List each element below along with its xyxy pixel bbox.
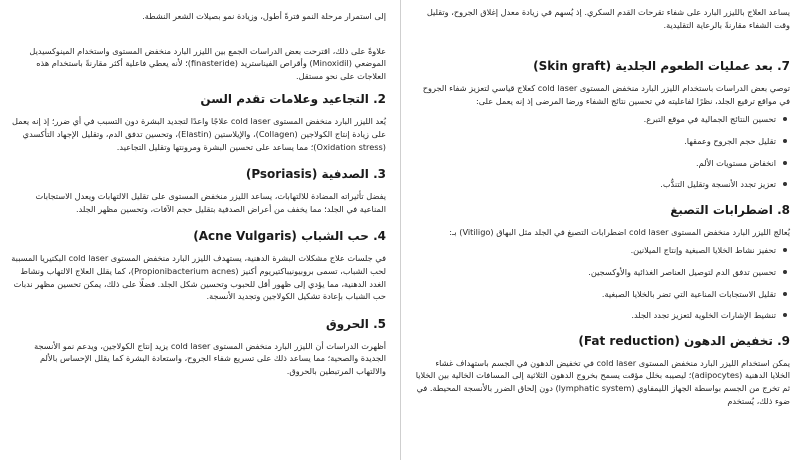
section-body: يمكن استخدام الليزر البارد منخفض المستوى cold laser في تخفيض الدهون في الجسم باستهداف غشاء الخلايا الدهنية (adipocytes)؛ ليصيبه بخلل مؤقت يسمح بخروج الدهون الثلاثية إلى المسافات الخالية بين الخلايا ثم تخرج من الجسم بواسطة الجهاز الليمفاوي (lymphatic system) دون إلحاق الضرر بالأنسجة المحيطة. في ضوء ذلك، يُستخدم (415, 357, 790, 406)
list-item: تنشيط الإشارات الخلوية لتعزيز تجدد الجلد. (414, 309, 776, 322)
section-title: 2. التجاعيد وعلامات تقدم السن (200, 92, 386, 107)
section-body: في جلسات علاج مشكلات البشرة الدهنية، يستهدف الليزر البارد منخفض المستوى cold laser البكتيريا المسببة لحب الشباب، تسمى بروبيونيباكتيريوم أكنيز (Propionibacterium acnes)، كما يقلل العلاج الالتهاب ونشاط الغدد الدهنية، مما يؤدي إلى ظهور أقل للحبوب وتحسين شكل الجلد. فضلًا على ذلك، يمكن تحسين مظهر ندبات حب الشباب بإعادة تشكيل الكولاجين وتجديد الأنسجة. (11, 253, 386, 302)
section-wrinkles (10, 92, 386, 153)
section-acne (10, 229, 386, 302)
list-item: تقليل الاستجابات المناعية التي تضر بالخلايا الصبغية. (414, 288, 776, 301)
section-body: يُعالج الليزر البارد منخفض المستوى cold laser اضطرابات التصبغ في الجلد مثل البهاق (Vitiligo) بـ: (449, 226, 790, 237)
bullet-icon (783, 270, 787, 274)
left-column (10, 0, 386, 378)
bullet-list (414, 113, 790, 190)
left-top-line: إلى استمرار مرحلة النمو فترةً أطول، وزيادة نمو بصيلات الشعر النشطة. (142, 11, 386, 21)
section-body: توصي بعض الدراسات باستخدام الليزر البارد منخفض المستوى cold laser كعلاج قياسي لتعزيز شفاء الجروح في مواقع ترقيع الجلد، نظرًا لفاعليته في تحسين نتائج الشفاء ورضا المرضى إذ إنه يعمل على: (422, 83, 790, 106)
left-paragraph: علاوةً على ذلك، اقترحت بعض الدراسات الجمع بين الليزر البارد منخفض المستوى واستخدام المينوكسيديل الموضعي (Minoxidil) وأقراص الفيناستريد (finasteride)؛ لأنه يعطي فاعلية أكثر مقارنةً باستخدام هذه العلاجات على نحو مستقل. (29, 45, 386, 81)
section-burns (10, 317, 386, 378)
section-pigmentation (414, 203, 790, 322)
section-body: يفضل تأثيراته المضادة للالتهابات، يساعد الليزر منخفض المستوى على تقليل الالتهابات ويعدل الاستجابات المناعية في الجلد؛ مما يخفف من أعراض الصدفية بتقليل حجم الآفات، وتحسين مظهر الجلد. (35, 191, 386, 214)
section-body: أظهرت الدراسات أن الليزر البارد منخفض المستوى cold laser يزيد إنتاج الكولاجين، ويدعم نمو الأنسجة الجديدة والصحية؛ مما يساعد ذلك على تسريع شفاء الجروح، واستعادة البشرة كما يقلل الإحساس بالألم والالتهاب المرتبطين بالحروق. (34, 340, 386, 376)
section-fat-reduction (414, 334, 790, 407)
bullet-icon (783, 139, 787, 143)
bullet-icon (783, 292, 787, 296)
bullet-icon (783, 313, 787, 317)
bullet-icon (783, 117, 787, 121)
list-item: تحسين النتائج الجمالية في موقع التبرع. (414, 113, 776, 126)
section-psoriasis (10, 167, 386, 215)
list-item: تقليل حجم الجروح وعمقها. (414, 135, 776, 148)
bullet-icon (783, 248, 787, 252)
column-divider (400, 0, 401, 460)
list-item: انخفاض مستويات الألم. (414, 157, 776, 170)
section-body: يُعد الليزر البارد منخفض المستوى cold laser علاجًا واعدًا لتجديد البشرة دون التسبب في أي ضرر؛ إذ إنه يعمل على زيادة إنتاج الكولاجين (Collagen)، والإيلاستين (Elastin)، وتحسين تدفق الدم، وتقليل الإجهاد التأكسدي (Oxidation stress)؛ مما يساعد على تحسين البشرة ومرونتها وتقليل التجاعيد. (12, 116, 386, 152)
bullet-icon (783, 182, 787, 186)
section-title: 3. الصدفية (Psoriasis) (245, 167, 386, 182)
section-title: 4. حب الشباب (Acne Vulgaris) (193, 229, 386, 244)
section-title: 5. الحروق (325, 316, 386, 331)
section-title: 9. تخفيض الدهون (Fat reduction) (578, 333, 790, 348)
right-column (414, 0, 790, 407)
bullet-list (414, 244, 790, 321)
list-item: تحسين تدفق الدم لتوصيل العناصر الغذائية والأوكسجين. (414, 266, 776, 279)
list-item: تعزيز تجدد الأنسجة وتقليل التندُّب. (414, 178, 776, 191)
section-title: 8. اضطرابات التصبغ (670, 202, 790, 217)
list-item: تحفيز نشاط الخلايا الصبغية وإنتاج الميلانين. (414, 244, 776, 257)
right-top-paragraph: يساعد العلاج بالليزر البارد على شفاء تقرحات القدم السكري. إذ يُسهم في زيادة معدل إغلاق الجروح، وتقليل وقت الشفاء مقارنةً بالرعاية التقليدية. (426, 7, 790, 30)
section-skin-graft (414, 59, 790, 191)
bullet-icon (783, 161, 787, 165)
section-title: 7. بعد عمليات الطعوم الجلدية (Skin graft) (533, 59, 790, 74)
